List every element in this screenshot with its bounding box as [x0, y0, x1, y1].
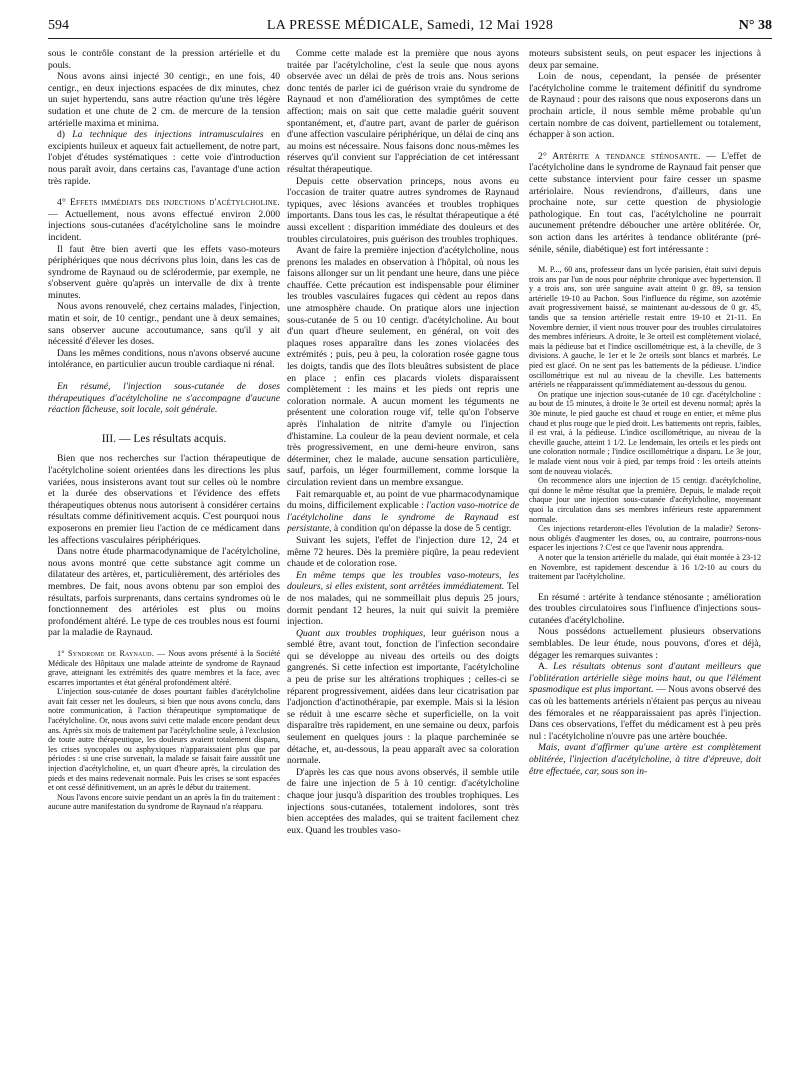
paragraph [529, 151, 761, 255]
paragraph-text: à condition qu'on dépasse la dose de 5 centigr. [333, 523, 512, 535]
paragraph: L'injection sous-cutanée de doses pourtant faibles d'acétylcholine avait fait cesser net les douleurs, si bien que nous avons conclu, dans notre communication, à l'action thérapeutique symptomatique de l'acétylcholine. Or, nous avons suivi cette malade encore pendant deux ans. Après six mois de traitement par l'acétylcholine seule, à l'exclusion de toute autre thérapeutique, les douleurs avaient totalement disparu, les crises syncopales ou asphyxiques n'apparaissaient plus que par périodes : si une crise survenait, la malade se faisait faire aussitôt une injection d'acétylcholine, et, un quart d'heure après, la circulation des pieds et des mains redevenait normale. Puis les crises se sont espacées et ont cessé définitivement, un an après le début du traitement. [48, 687, 280, 793]
italic-summary: En résumé, l'injection sous-cutanée de doses thérapeutiques d'acétylcholine ne s'accompagne d'aucune réaction fâcheuse, soit locale, soit générale. [48, 381, 280, 416]
paragraph: moteurs subsistent seuls, on peut espacer les injections à deux par semaine. [529, 48, 761, 71]
paragraph-text: Fait remarquable et, au point de vue pharmacodynamique du moins, difficilement explicable : [287, 488, 519, 512]
paragraph: Depuis cette observation princeps, nous avons eu l'occasion de traiter quatre autres syndromes de Raynaud typiques, avec lésions avancées et troubles trophiques importants. Dans tous les cas, le résultat thérapeutique a été aussi excellent : disparition immédiate des douleurs et des troubles circulatoires, puis guérison des troubles trophiques. [287, 175, 519, 245]
paragraph: Nous avons ainsi injecté 30 centigr., en une fois, 40 centigr., en deux injections espacées de dix minutes, chez un sujet hypertendu, sans autre réaction qu'une très légère sudation et une chute de 2 cm. de mercure de la tension artérielle maxima et minima. [48, 71, 280, 129]
observation-paragraph: A noter que la tension artérielle du malade, qui était montée à 23-12 en Novembre, est rapidement descendue à 16 1/2-10 au cours du traitement par l'acétylcholine. [529, 552, 761, 582]
paragraph: sous le contrôle constant de la pression artérielle et du pouls. [48, 48, 280, 71]
italic-phrase: Quant aux troubles trophiques, [296, 627, 426, 639]
paragraph: Bien que nos recherches sur l'action thérapeutique de l'acétylcholine soient orientées dans les directions les plus variées, nous insisterons avant tout sur celles où le nombre et la durée des observations et l'évidence des effets thérapeutiques obtenus nous autorisent à considérer certains résultats comme définitivement acquis. C'est pourquoi nous exposerons en premier lieu l'action de ce médicament dans les affections vasculaires périphériques. [48, 453, 280, 546]
subsection-heading: 4° Effets immédiats des injections d'acétylcholine. [57, 197, 280, 209]
issue-number: N° 38 [738, 18, 772, 33]
paragraph [287, 628, 519, 767]
text-column-1 [48, 48, 280, 1076]
paragraph-text: Tel de nos malades, qui ne sommeillait plus depuis 25 jours, dormit pendant 12 heures, la nuit qui suivit la première injection. [287, 581, 519, 628]
paragraph [48, 649, 280, 687]
observation-paragraph: On pratique une injection sous-cutanée de 10 cgr. d'acétylcholine : au bout de 15 minutes, à droite le 3e orteil est devenu normal; après la 30e minute, le pied gauche est chaud et rouge en entier, et même plus chaud et plus rouge que le pied droit. Les battements ont repris, faibles, il est vrai, à la pédieuse. L'indice oscillométrique, au niveau de la cheville gauche, atteint 1 1/2. Le lendemain, les orteils et les pieds ont une coloration normale ; l'indice oscillométrique a disparu. Le 3e jour, le malade vient nous voir à pied, par temps froid : les orteils atteints sont de nouveau violacés. [529, 389, 761, 476]
paragraph: Suivant les sujets, l'effet de l'injection dure 12, 24 et même 72 heures. Dès la première piqûre, la peau redevient chaude et de coloration rose. [287, 534, 519, 570]
subsection-heading: 1° Syndrome de Raynaud. [57, 648, 154, 658]
page-header [48, 18, 772, 39]
text-column-3 [529, 48, 761, 1076]
italic-phrase: l'action vaso-motrice de l'acétylcholine dans le syndrome de Raynaud est persistante, [287, 500, 519, 535]
paragraph [529, 661, 761, 742]
paragraph-text: — Nous avons observé des cas où les battements artériels n'étaient pas perçus au niveau des fémorales et ne réapparaissaient pas après l'injection. Dans ces observations, l'effet du médicament est à peu près nul : l'acétylcholine n'ouvre pas une artère bouchée. [529, 684, 761, 742]
journal-title: LA PRESSE MÉDICALE, Samedi, 12 Mai 1928 [266, 18, 554, 33]
list-label: d) [57, 129, 65, 141]
italic-phrase: En même temps que les troubles vaso-moteurs, les douleurs, si elles existent, sont arrêtées immédiatement. [287, 569, 519, 593]
observation-paragraph: Ces injections retarderont-elles l'évolution de la maladie? Serons-nous obligés d'augmenter les doses, ou, au contraire, pourrons-nous espacer les injections ? C'est ce que l'avenir nous apprendra. [529, 524, 761, 553]
section-title: III. — Les résultats acquis. [101, 432, 227, 445]
paragraph [287, 489, 519, 535]
italic-phrase: La technique des injections intramusculaires [72, 129, 264, 141]
italic-phrase: Mais, avant d'affirmer qu'une artère est complètement oblitérée, l'injection d'acétylcholine, à titre d'épreuve, doit être effectuée, car, sous son in- [529, 742, 761, 777]
paragraph-text: — L'effet de l'acétylcholine dans le syndrome de Raynaud fait penser que cette substance intervient pour faire cesser un spasme artériolaire. Nous reviendrons, d'ailleurs, dans une prochaine note, sur cette question de physiologie pathologique. En tout cas, l'acétylcholine ne pourrait aucunement prétendre déboucher une artère oblitérée. Or, son action dans les artérites à tendance oblitérante (pré-sénile, sénile, diabétique) est fort intéressante : [529, 150, 761, 255]
observation-paragraph: On recommence alors une injection de 15 centigr. d'acétylcholine, qui donne le même résultat que la première. Depuis, le malade reçoit chaque jour une injection sous-cutanée d'acétylcholine, moyennant quoi la circulation dans ses membres inférieurs reste apparemment normale. [529, 476, 761, 524]
paragraph: Comme cette malade est la première que nous ayons traitée par l'acétylcholine, c'est la seule que nous ayons observée avec un délai de près de trois ans. Nous serions donc tentés de parler ici de guérison vraie du syndrome de Raynaud et non d'amélioration des symptômes de cette affection; mais on sait que cette maladie guérit souvent spontanément, et, d'autre part, avant de parler de guérison d'une affection vasculaire périphérique, un délai de cinq ans au moins est nécessaire. Nous faisons donc nous-mêmes les réserves qu'il convient sur l'appréciation de cet intéressant résultat thérapeutique. [287, 48, 519, 175]
italic-phrase: Les résultats obtenus sont d'autant meilleurs que l'oblitération artérielle siège moins haut, ou que l'élément spasmodique est plus important. [529, 661, 761, 696]
list-label: A. [538, 661, 548, 673]
paragraph-text: — Actuellement, nous avons effectué environ 2.000 injections sous-cutanées d'acétylcholine sans le moindre incident. [48, 208, 280, 243]
paragraph: Dans notre étude pharmacodynamique de l'acétylcholine, nous avons montré que cette substance agit comme un dilatateur des artères, et, particulièrement, des artérioles des membres. De fait, nous avons obtenu par son emploi des résultats, parfois surprenants, dans certains syndromes où le fonctionnement des artérioles est plus ou moins profondément altéré. Le type de ces troubles nous est fourni par la maladie de Raynaud. [48, 546, 280, 639]
paragraph: En résumé : artérite à tendance sténosante ; amélioration des troubles circulatoires sous l'influence d'injections sous-cutanées d'acétylcholine. [529, 591, 761, 626]
paragraph [48, 197, 280, 243]
page-number: 594 [48, 18, 69, 33]
paragraph: Nous avons renouvelé, chez certains malades, l'injection, matin et soir, de 10 centigr., pendant une à deux semaines, sans observer aucune accoutumance, sans qu'il y ait nécessité d'élever les doses. [48, 301, 280, 348]
paragraph [287, 570, 519, 628]
paragraph: Nous l'avons encore suivie pendant un an après la fin du traitement : aucune autre manifestation du syndrome de Raynaud n'a réapparu. [48, 792, 280, 812]
paragraph [48, 129, 280, 187]
summary-paragraph [48, 381, 280, 416]
paragraph: Avant de faire la première injection d'acétylcholine, nous prenons les malades en observation à l'hôpital, où nous les faisons allonger sur un lit pendant une heure, dans une pièce chauffée. Cette précaution est indispensable pour éliminer les troubles vasculaires fugaces qui cèdent au repos dans une atmosphère chaude. On pratique alors une injection sous-cutanée de 5 ou 10 centigr. d'acétylcholine. Au bout d'un quart d'heure seulement, en général, on voit des plaques roses apparaître dans les zones violacées des extrémités ; puis, peu à peu, la coloration rosée gagne tous les doigts, tandis que des îlots bleuâtres subsistent de place en place ; enfin ces placards violets disparaissent complètement : les mains et les pieds ont repris une coloration normale. A aucun moment les téguments ne présentent une coloration rouge vif, telle qu'on l'observe après l'inhalation de nitrite d'amyle ou l'injection d'histamine. La couleur de la peau devient normale, et cela très progressivement, en une demi-heure environ, sans déterminer, chez le malade, aucune sensation particulière, sauf, parfois, un léger fourmillement, comme lorsque la circulation revient dans un membre exsangue. [287, 245, 519, 488]
paragraph: D'après les cas que nous avons observés, il semble utile de faire une injection de 5 à 10 centigr. d'acétylcholine chaque jour jusqu'à disparition des troubles trophiques. Les injections sous-cutanées, totalement indolores, sont très bien acceptées des malades, qui se traitent facilement chez eux. Quand les troubles vaso- [287, 766, 519, 836]
paragraph-text: en excipients huileux et aqueux fait actuellement, de notre part, l'objet d'études systématiques : cette voie d'introduction nous paraît avoir, dans certains cas, l'avantage d'une action très rapide. [48, 129, 280, 187]
paragraph-text: — Nous avons présenté à la Société Médicale des Hôpitaux une malade atteinte de syndrome de Raynaud grave, atteignant les extrémités des quatre membres et la face, avec escarres importantes et état général profondément altéré. [48, 648, 280, 687]
paragraph [529, 742, 761, 777]
paragraph: Nous possédons actuellement plusieurs observations semblables. De leur étude, nous pouvons, d'ores et déjà, dégager les remarques suivantes : [529, 626, 761, 661]
subsection-heading: 2° Artérite a tendance sténosante. [538, 150, 701, 162]
text-column-2 [287, 48, 519, 1076]
paragraph: Il faut être bien averti que les effets vaso-moteurs périphériques que nous décrivons plus loin, dans les cas de syndrome de Raynaud ou de sclérodermie, par exemple, ne s'observent guère qu'après un intervalle de dix à trente minutes. [48, 243, 280, 301]
paragraph: Loin de nous, cependant, la pensée de présenter l'acétylcholine comme le traitement définitif du syndrome de Raynaud : pour des raisons que nous exposerons dans un prochain article, il nous semble même probable qu'un certain nombre de cas doivent, partiellement ou totalement, échapper à son action. [529, 71, 761, 141]
paragraph: Dans les mêmes conditions, nous n'avons observé aucune intolérance, en particulier aucun trouble cardiaque ni rénal. [48, 347, 280, 371]
paragraph-text: leur guérison nous a semblé être, avant tout, fonction de l'infection secondaire qui se développe au niveau des orteils ou des doigts gangrenés. Si cette infection est importante, l'acétylcholine a peu de prise sur les altérations trophiques ; celles-ci se réparent progressivement, aidées dans leur cicatrisation par l'adjonction d'actinothérapie, par exemple. Mais si la lésion se réduit à une escarre sèche et superficielle, on la voit disparaître très rapidement, en une semaine ou deux, parfois seulement en quelques jours : la plaque parcheminée se détache, et, au-dessous, la peau apparaît avec sa coloration normale. [287, 627, 519, 767]
observation-paragraph: M. P..., 60 ans, professeur dans un lycée parisien, était suivi depuis trois ans par l'un de nous pour néphrite chronique avec hypertension. Il y a trois ans, son urée sanguine avait atteint 0 gr. 89, sa tension artérielle 19-10 au Pachon. Sous l'influence du régime, son azotémie avait progressivement baissé, se maintenant au-dessous de 0 gr. 45, tandis que sa tension artérielle restait entre 19-10 et 21-11. En Novembre dernier, il vient nous trouver pour des troubles circulatoires des membres inférieurs. A droite, le 3e orteil est complètement violacé, mais la pédieuse bat et l'indice oscillométrique est, à la cheville, de 3 divisions. A gauche, le 1er et le 2e orteils sont blancs et marbrés. Le pied est glacé. On ne sent pas les battements de la pédieuse. L'indice oscillométrique est nul au niveau de la cheville. Les battements artériels ne réapparaissent qu'immédiatement au-dessous du genou. [529, 265, 761, 390]
